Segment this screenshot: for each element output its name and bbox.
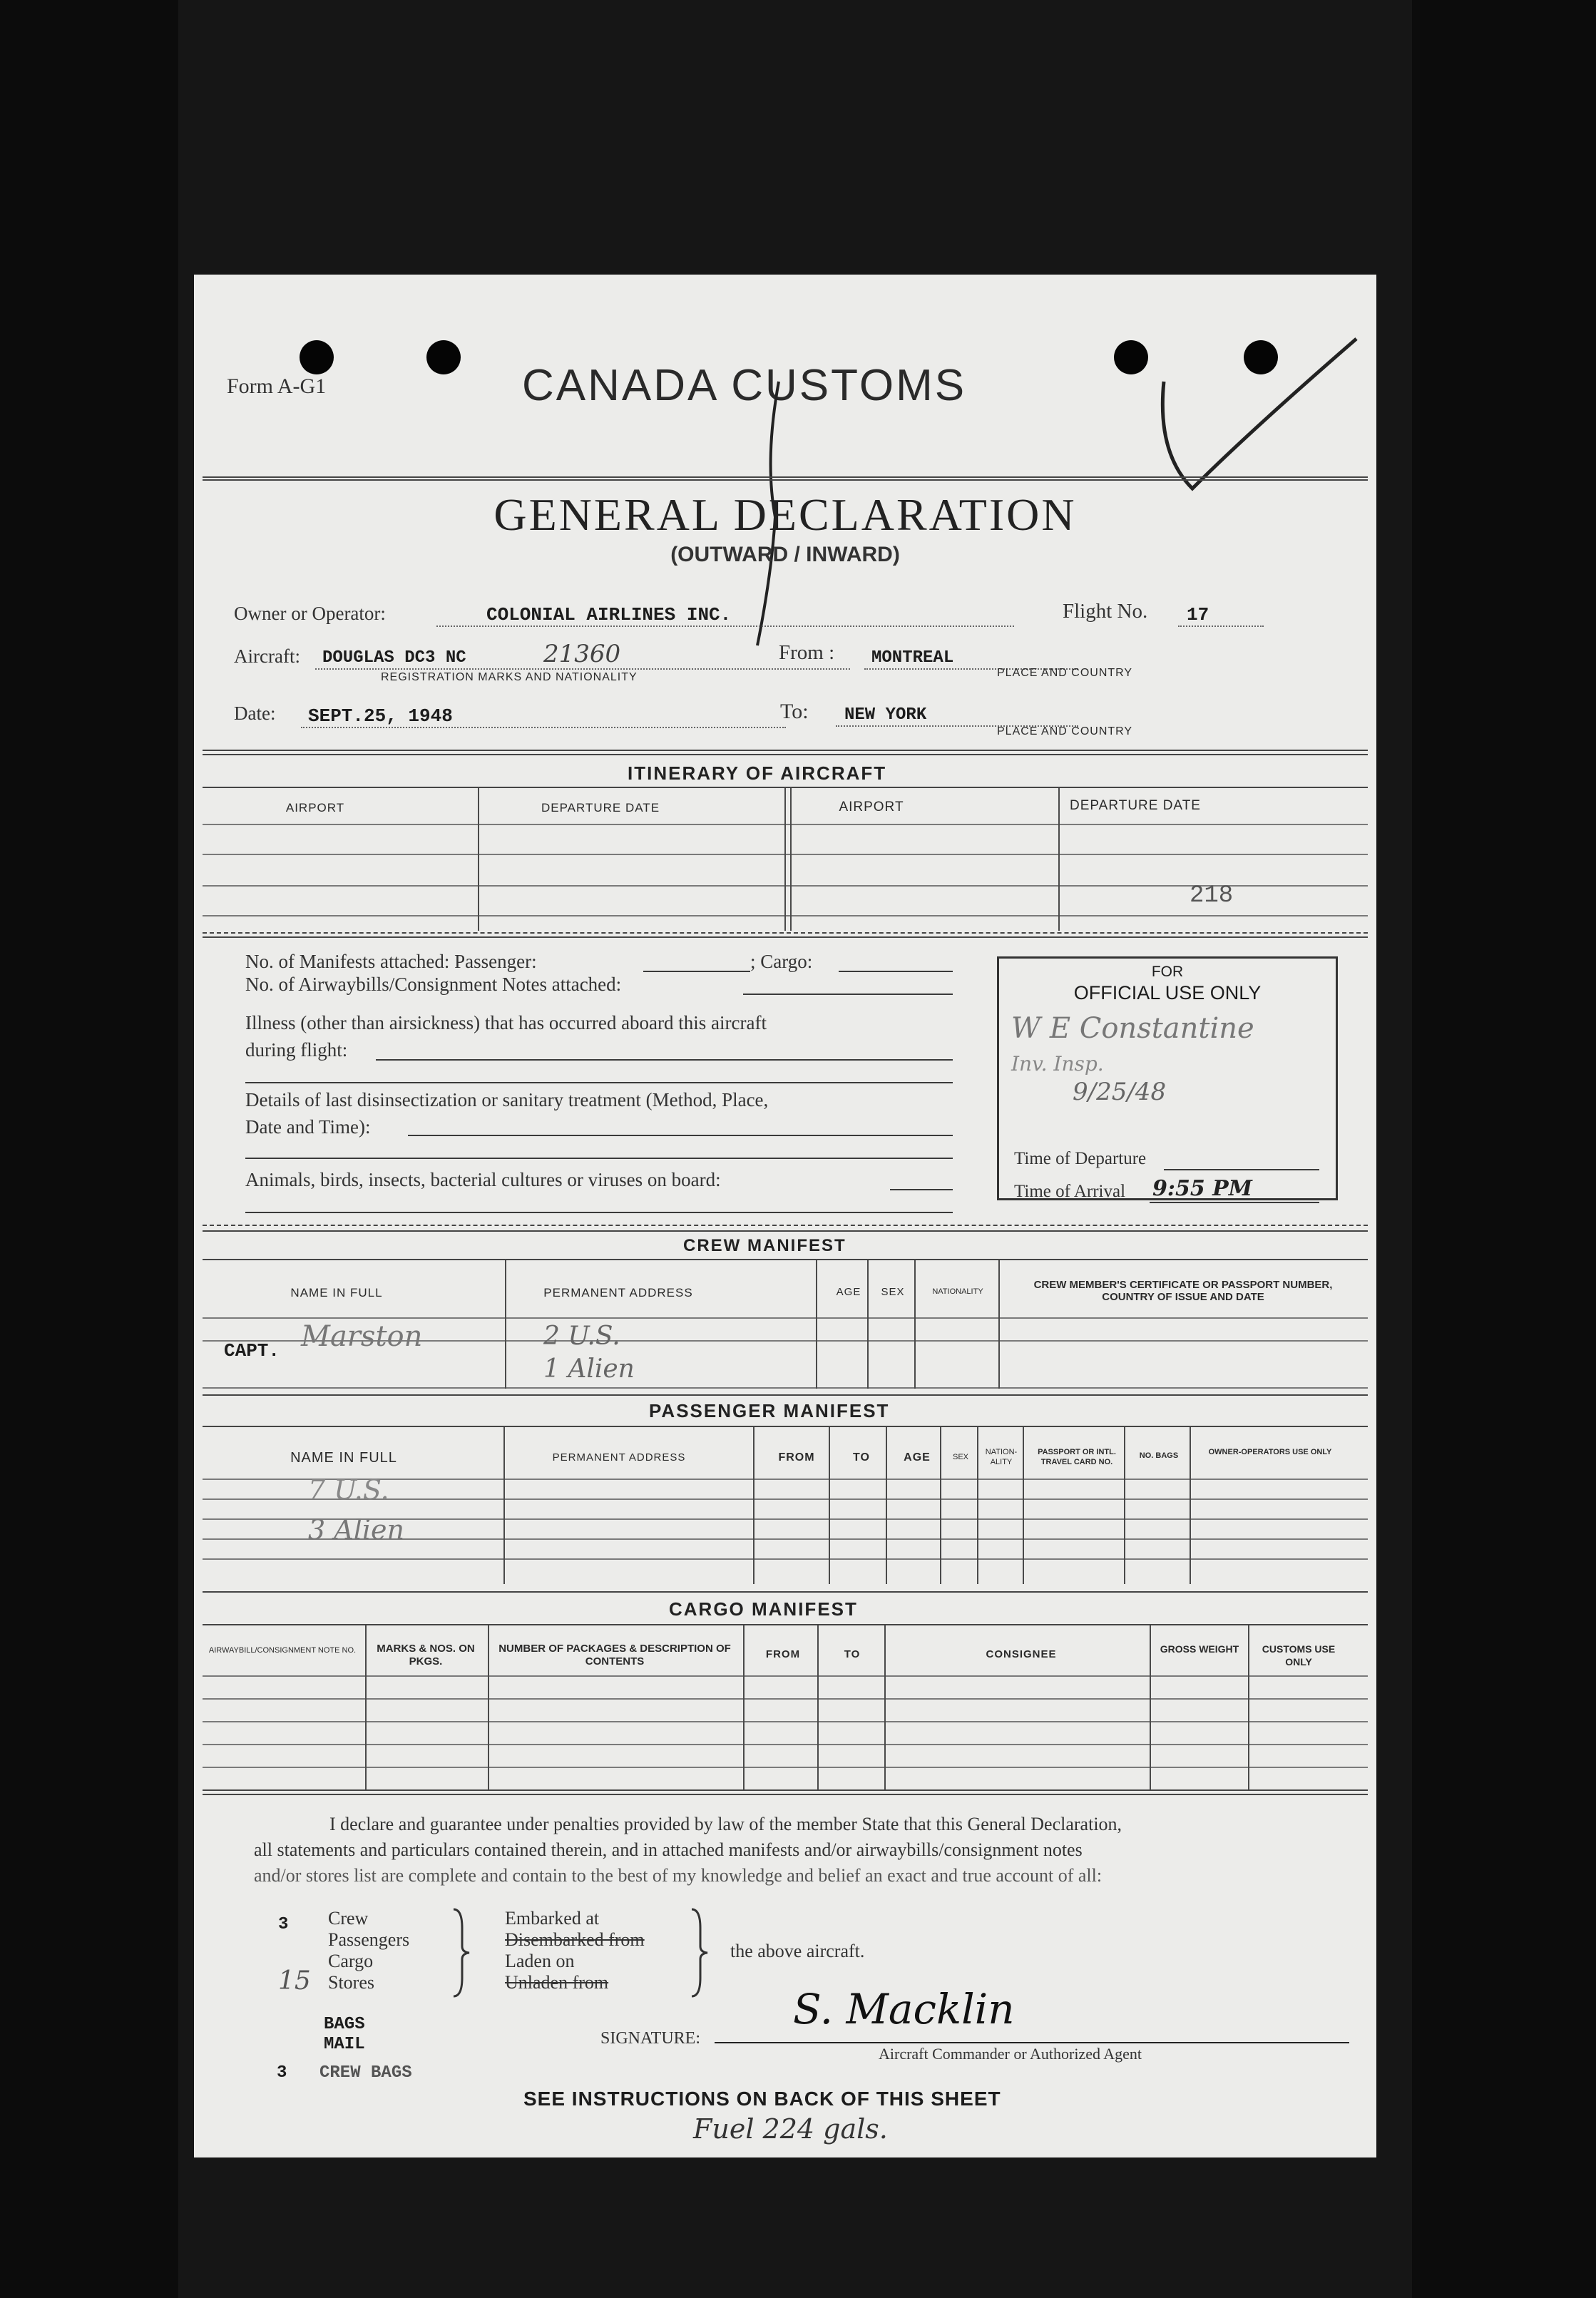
crew-manifest-title: CREW MANIFEST (683, 1236, 846, 1255)
bags-count-handwritten: 15 (278, 1966, 311, 1996)
crew-address-handwritten: 2 U.S. (543, 1322, 620, 1351)
cargo-header-gross-weight: GROSS WEIGHT (1160, 1643, 1239, 1655)
itinerary-section-title: ITINERARY OF AIRCRAFT (628, 762, 887, 784)
from-caption: PLACE AND COUNTRY (997, 667, 1133, 679)
cargo-header-customs-use: CUSTOMS USE ONLY (1262, 1643, 1336, 1668)
official-date-handwritten: 9/25/48 (1073, 1078, 1167, 1106)
embarked-label: Embarked at (505, 1908, 600, 1929)
signature-handwritten: S. Macklin (793, 1985, 1015, 2033)
officer-title-handwritten: Inv. Insp. (1011, 1052, 1104, 1076)
aircraft-caption: REGISTRATION MARKS AND NATIONALITY (381, 671, 638, 683)
disinsectization-label-cont: Date and Time): (245, 1116, 371, 1138)
unladen-label: Unladen from (505, 1972, 609, 1993)
passenger-header-from: FROM (778, 1451, 815, 1464)
passenger-header-nationality: NATION-ALITY (985, 1448, 1018, 1466)
cargo-count-label: ; Cargo: (750, 951, 813, 972)
passenger-header-bags: NO. BAGS (1139, 1451, 1179, 1460)
cargo-header-consignee: CONSIGNEE (986, 1648, 1057, 1660)
punch-hole-icon (1114, 340, 1148, 374)
signature-label: SIGNATURE: (600, 2029, 701, 2048)
airwaybills-label: No. of Airwaybills/Consignment Notes attached: (245, 974, 622, 995)
to-value: NEW YORK (844, 705, 927, 725)
departure-time-label: Time of Departure (1014, 1149, 1147, 1168)
above-aircraft-label: the above aircraft. (730, 1941, 865, 1961)
passenger-header-to: TO (853, 1451, 870, 1464)
from-value: MONTREAL (871, 648, 954, 668)
crew-header-name: NAME IN FULL (290, 1286, 383, 1299)
from-label: From : (779, 641, 835, 664)
disinsectization-label: Details of last disinsectization or sanitary treatment (Method, Place, (245, 1089, 769, 1110)
declaration-line-1: I declare and guarantee under penalties provided by law of the member State that this General Declaration, (329, 1814, 1122, 1834)
owner-value: COLONIAL AIRLINES INC. (486, 604, 732, 625)
disembarked-label: Disembarked from (505, 1929, 645, 1950)
scan-background-right (1412, 0, 1596, 2298)
arrival-time-label: Time of Arrival (1014, 1182, 1126, 1201)
declaration-sheet (194, 275, 1376, 2157)
scan-background-left (0, 0, 178, 2298)
crew-header-nationality: NATIONALITY (932, 1287, 983, 1296)
cargo-header-from: FROM (765, 1648, 801, 1660)
crew-header-sex: SEX (881, 1286, 905, 1298)
date-value: SEPT.25, 1948 (308, 705, 453, 727)
crew-captain-label: CAPT. (224, 1340, 280, 1362)
declaration-line-2: all statements and particulars contained therein, and in attached manifests and/or airwaybills/consignment notes (254, 1839, 1083, 1860)
brace-icon (689, 1906, 710, 1999)
crew-header-certificate: CREW MEMBER'S CERTIFICATE OR PASSPORT NUMBER, COUNTRY OF ISSUE AND DATE (1033, 1279, 1333, 1303)
passenger-header-name: NAME IN FULL (290, 1450, 397, 1466)
itinerary-header-airport: AIRPORT (285, 801, 345, 814)
crew-address-handwritten: 1 Alien (543, 1354, 635, 1384)
to-label: To: (780, 700, 809, 723)
date-label: Date: (234, 703, 276, 724)
crew-count: 3 (278, 1915, 289, 1934)
official-use-title: OFFICIAL USE ONLY (1073, 982, 1262, 1004)
bags-label: BAGS (324, 2015, 365, 2034)
declaration-line-3: and/or stores list are complete and contain to the best of my knowledge and belief an exact and true account of all: (254, 1865, 1103, 1886)
crew-header-age: AGE (836, 1286, 861, 1298)
animals-label: Animals, birds, insects, bacterial cultures or viruses on board: (245, 1169, 721, 1190)
to-caption: PLACE AND COUNTRY (997, 725, 1133, 737)
passenger-count-handwritten: 3 Alien (308, 1514, 404, 1546)
laden-label: Laden on (505, 1951, 575, 1971)
signature-caption: Aircraft Commander or Authorized Agent (879, 2045, 1142, 2063)
stamp-number: 218 (1190, 882, 1234, 909)
crew-bags-label: CREW BAGS (319, 2063, 412, 2083)
decl-crew-label: Crew (328, 1908, 369, 1929)
punch-hole-icon (300, 340, 334, 374)
itinerary-header-departure-date: DEPARTURE DATE (541, 801, 660, 814)
aircraft-label: Aircraft: (234, 645, 300, 667)
official-for-label: FOR (1151, 964, 1184, 980)
passenger-manifest-title: PASSENGER MANIFEST (649, 1400, 890, 1421)
itinerary-header-airport: AIRPORT (839, 800, 904, 814)
flight-value: 17 (1187, 604, 1209, 625)
arrival-time-handwritten: 9:55 PM (1152, 1176, 1252, 1201)
check-mark-icon (1150, 325, 1364, 510)
page-title: GENERAL DECLARATION (493, 489, 1077, 540)
cargo-header-airwaybill: AIRWAYBILL/CONSIGNMENT NOTE NO. (208, 1646, 357, 1655)
officer-signature-handwritten: W E Constantine (1011, 1012, 1254, 1045)
flight-label: Flight No. (1063, 600, 1148, 623)
passenger-header-address: PERMANENT ADDRESS (552, 1451, 686, 1464)
aircraft-value: DOUGLAS DC3 NC (322, 648, 466, 668)
cargo-header-packages: NUMBER OF PACKAGES & DESCRIPTION OF CONTENTS (498, 1643, 731, 1668)
itinerary-header-departure-date: DEPARTURE DATE (1070, 798, 1201, 813)
passenger-header-sex: SEX (952, 1453, 968, 1461)
passenger-header-age: AGE (904, 1451, 931, 1464)
illness-label: Illness (other than airsickness) that has occurred aboard this aircraft (245, 1012, 767, 1033)
illness-label-cont: during flight: (245, 1039, 348, 1061)
cargo-header-to: TO (844, 1648, 861, 1660)
instructions-note: SEE INSTRUCTIONS ON BACK OF THIS SHEET (523, 2088, 1001, 2110)
direction-label: (OUTWARD / INWARD) (670, 543, 900, 566)
fuel-note-handwritten: Fuel 224 gals. (693, 2113, 888, 2145)
decl-cargo-label: Cargo (328, 1951, 374, 1971)
crew-captain-name-handwritten: Marston (301, 1320, 423, 1353)
cargo-manifest-title: CARGO MANIFEST (669, 1598, 858, 1620)
passenger-header-owner-use: OWNER-OPERATORS USE ONLY (1208, 1448, 1332, 1456)
agency-title: CANADA CUSTOMS (522, 361, 967, 410)
owner-label: Owner or Operator: (234, 603, 386, 624)
brace-icon (451, 1906, 472, 1999)
passenger-header-passport: PASSPORT OR INTL. TRAVEL CARD NO. (1038, 1448, 1116, 1466)
mail-label: MAIL (324, 2035, 365, 2054)
passenger-count-handwritten: 7 U.S. (308, 1474, 389, 1506)
crew-bags-count: 3 (277, 2063, 287, 2083)
aircraft-registration-handwritten: 21360 (543, 640, 621, 668)
decl-stores-label: Stores (328, 1972, 374, 1993)
manifests-label: No. of Manifests attached: Passenger: (245, 951, 537, 972)
crew-header-address: PERMANENT ADDRESS (543, 1286, 693, 1299)
punch-hole-icon (426, 340, 461, 374)
form-number: Form A-G1 (227, 374, 327, 398)
cargo-header-marks: MARKS & NOS. ON PKGS. (377, 1643, 475, 1668)
decl-passengers-label: Passengers (328, 1929, 410, 1950)
